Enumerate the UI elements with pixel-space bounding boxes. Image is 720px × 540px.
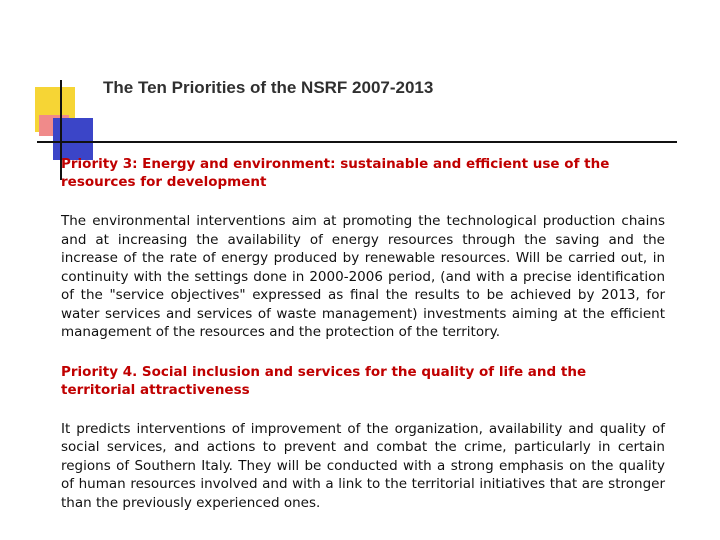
slide-title: The Ten Priorities of the NSRF 2007-2013 — [103, 78, 434, 97]
decor-blue-square — [53, 118, 93, 160]
priority-3-body: The environmental interventions aim at promoting the technological production chains and at increasing the availability of energy resources through the saving and the increase of the rate of energy produced by renewable resources. Will be carried out, in continuity with the settings done in 2000-2006 period, (and with a precise identification of the "service objectives" expressed as final the results to be achieved by 2013, for water services and services of waste management) investments aiming at the efficient management of the resources and the protection of the territory. — [61, 213, 665, 340]
slide-content — [61, 155, 665, 512]
priority-4-heading: Priority 4. Social inclusion and services for the quality of life and the territorial attractiveness — [61, 363, 587, 398]
priority-4-body: It predicts interventions of improvement of the organization, availability and quality of social services, and actions to prevent and combat the crime, particularly in certain regions of Southern Italy. They will be conducted with a strong emphasis on the quality of human resources involved and with a link to the territorial initiatives that are stronger than the previously experienced ones. — [61, 420, 665, 511]
decor-horizontal-rule — [37, 141, 677, 143]
priority-3-heading: Priority 3: Energy and environment: sustainable and efficient use of the resources for development — [61, 156, 610, 190]
